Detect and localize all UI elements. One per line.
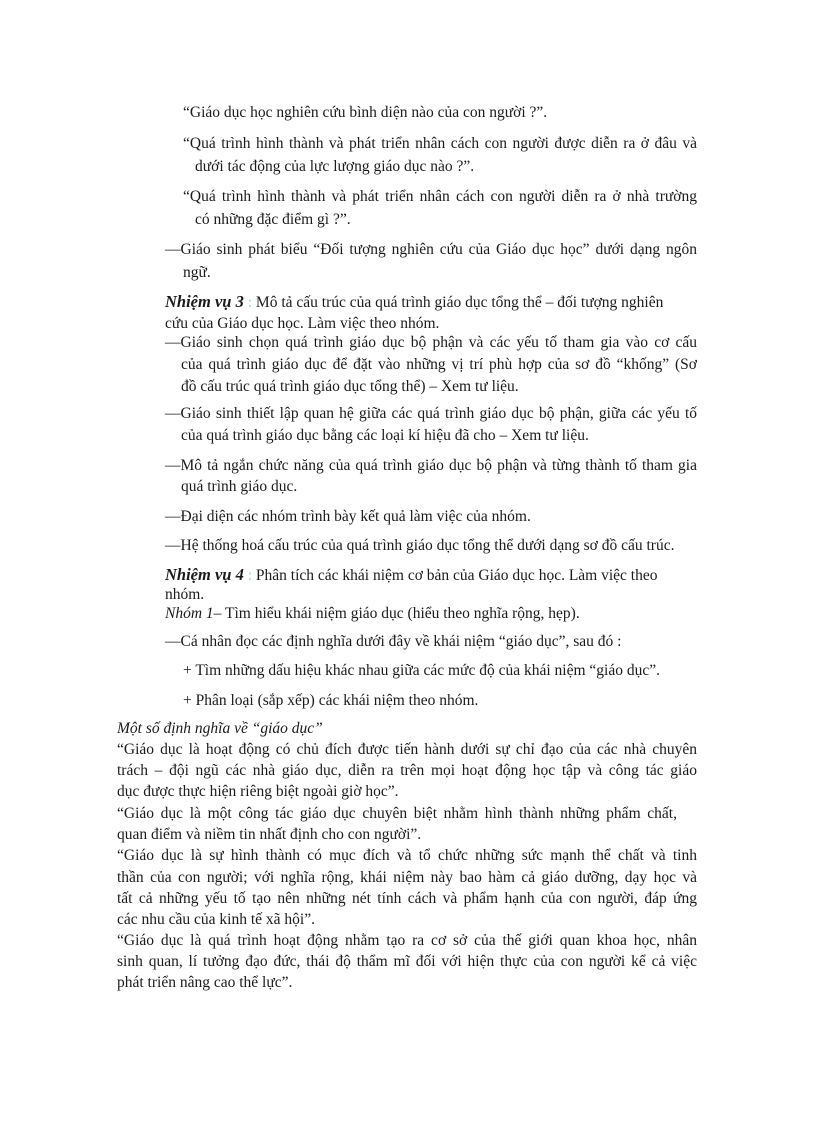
question-line: dưới tác động của lực lượng giáo dục nào ?”.: [195, 158, 475, 175]
bullet-item: + Phân loại (sắp xếp) các khái niệm theo nhóm.: [183, 692, 479, 709]
definition-line: quan điểm và niềm tin nhất định cho con người”.: [117, 826, 422, 843]
individual-instruction: —Cá nhân đọc các định nghĩa dưới đây về khái niệm “giáo dục”, sau đó :: [165, 633, 622, 650]
definition-line: phát triển nâng cao thể lực”.: [117, 974, 293, 991]
statement-line: ngữ.: [183, 264, 211, 281]
group-text: – Tìm hiểu khái niệm giáo dục (hiểu theo nghĩa rộng, hẹp).: [213, 605, 580, 622]
task3-item: —Mô tả ngắn chức năng của quá trình giáo dục bộ phận và từng thành tố tham gia: [165, 457, 697, 474]
task3-title: Nhiệm vụ 3: [165, 292, 244, 311]
definition-line: các nhu cầu của kinh tế xã hội”.: [117, 911, 315, 928]
task3-intro: Mô tả cấu trúc của quá trình giáo dục tổng thể – đối tượng nghiên: [255, 294, 664, 311]
task3-item: đồ cấu trúc quá trình giáo dục tổng thể) – Xem tư liệu.: [181, 378, 519, 395]
task3-item: —Hệ thống hoá cấu trúc của quá trình giáo dục tổng thể dưới dạng sơ đồ cấu trúc.: [165, 537, 675, 554]
definition-line: tất cả những yếu tố tạo nên những nét tính cách và phẩm hạnh của con người, đáp ứng: [117, 890, 697, 907]
task3-item: —Giáo sinh chọn quá trình giáo dục bộ phận và các yếu tố tham gia vào cơ cấu: [165, 334, 697, 351]
question-line: có những đặc điểm gì ?”.: [195, 211, 351, 228]
task3-item: của quá trình giáo dục bằng các loại kí hiệu đã cho – Xem tư liệu.: [181, 427, 589, 444]
bullet-item: + Tìm những dấu hiệu khác nhau giữa các mức độ của khái niệm “giáo dục”.: [183, 662, 660, 679]
task3-item: của quá trình giáo dục để đặt vào những vị trí phù hợp của sơ đồ “khống” (Sơ: [181, 356, 697, 373]
definitions-heading: Một số định nghĩa về “giáo dục”: [117, 720, 323, 737]
definition-line: “Giáo dục là quá trình hoạt động nhằm tạo ra cơ sở của thế giới quan khoa học, nhân: [117, 932, 697, 949]
group-label: Nhóm 1: [165, 605, 214, 622]
definition-line: sinh quan, lí tưởng đạo đức, thái độ thẩm mĩ đối với hiện thực của con người kể cả việc: [117, 953, 697, 970]
definition-line: “Giáo dục là hoạt động có chủ đích được tiến hành dưới sự chỉ đạo của các nhà chuyên: [117, 741, 697, 758]
definition-line: “Giáo dục là một công tác giáo dục chuyên biệt nhằm hình thành những phẩm chất,: [117, 805, 677, 822]
task3-heading: [165, 292, 697, 313]
task4-separator: :: [247, 567, 253, 584]
task3-item: —Giáo sinh thiết lập quan hệ giữa các quá trình giáo dục bộ phận, giữa các yếu tố: [165, 405, 697, 422]
question-line: “Quá trình hình thành và phát triển nhân cách con người được diễn ra ở đâu và: [183, 135, 697, 152]
task3-item: quá trình giáo dục.: [181, 478, 298, 495]
definition-line: trách – đội ngũ các nhà giáo dục, diễn ra trên mọi hoạt động học tập và công tác giáo: [117, 762, 697, 779]
task3-separator: :: [247, 294, 253, 311]
question-line: “Quá trình hình thành và phát triển nhân cách con người diễn ra ở nhà trường: [183, 188, 697, 205]
definition-line: “Giáo dục là sự hình thành có mục đích và tổ chức những sức mạnh thể chất và tinh: [117, 847, 697, 864]
statement-line: —Giáo sinh phát biểu “Đối tượng nghiên cứu của Giáo dục học” dưới dạng ngôn: [165, 241, 697, 258]
definition-line: dục được thực hiện riêng biệt ngoài giờ học”.: [117, 783, 399, 800]
task4-heading: [165, 565, 697, 586]
definition-line: thần của con người; với nghĩa rộng, khái niệm này bao hàm cả giáo dưỡng, dạy học và: [117, 869, 697, 886]
question-line: “Giáo dục học nghiên cứu bình diện nào của con người ?”.: [183, 104, 548, 121]
task3-item: —Đại diện các nhóm trình bày kết quả làm việc của nhóm.: [165, 508, 531, 525]
group-line: [165, 604, 580, 624]
task3-intro-cont: cứu của Giáo dục học. Làm việc theo nhóm.: [165, 315, 440, 332]
task4-title: Nhiệm vụ 4: [165, 565, 244, 584]
task4-intro: Phân tích các khái niệm cơ bản của Giáo dục học. Làm việc theo: [255, 567, 658, 584]
task4-intro-cont: nhóm.: [165, 586, 205, 603]
